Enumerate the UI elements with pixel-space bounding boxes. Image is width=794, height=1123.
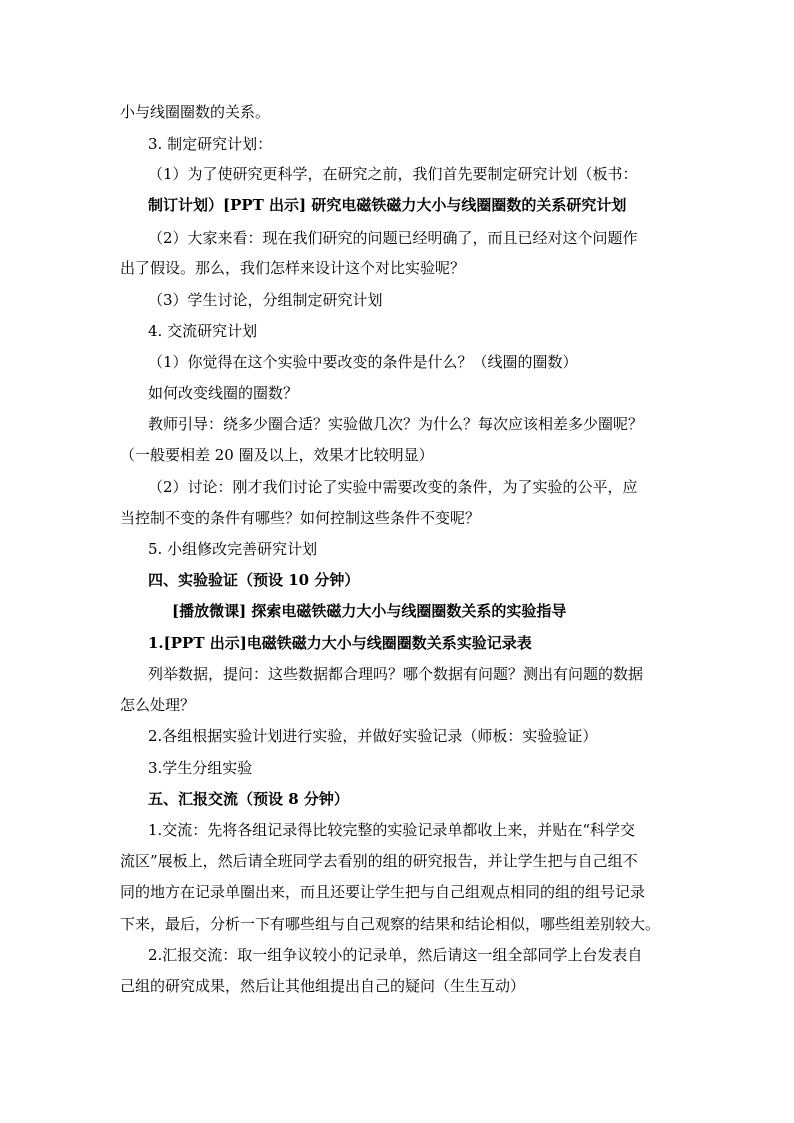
text-line: （2）大家来看：现在我们研究的问题已经明确了，而且已经对这个问题作 xyxy=(148,229,638,247)
text-line: 同的地方在记录单圈出来，而且还要让学生把与自己组观点相同的组的组号记录 xyxy=(120,883,646,901)
text-line: 5. 小组修改完善研究计划 xyxy=(148,540,318,558)
text-line: 4. 交流研究计划 xyxy=(148,322,258,340)
text-line: （1）为了使研究更科学，在研究之前，我们首先要制定研究计划（板书： xyxy=(148,165,638,183)
section-heading: [播放微课] 探索电磁铁磁力大小与线圈圈数关系的实验指导 xyxy=(172,602,567,620)
text-line: （2）讨论：刚才我们讨论了实验中需要改变的条件，为了实验的公平，应 xyxy=(148,478,638,496)
section-heading: 1.[PPT 出示]电磁铁磁力大小与线圈圈数关系实验记录表 xyxy=(148,634,532,652)
text-line: 如何改变线圈的圈数？ xyxy=(148,384,299,402)
text-line: （一般要相差 20 圈及以上，效果才比较明显） xyxy=(120,446,434,464)
text-line: 2.汇报交流：取一组争议较小的记录单，然后请这一组全部同学上台发表自 xyxy=(148,946,643,964)
text-line: 小与线圈圈数的关系。 xyxy=(120,103,271,121)
text-line: 3. 制定研究计划： xyxy=(148,135,273,153)
text-line: 出了假设。那么，我们怎样来设计这个对比实验呢？ xyxy=(120,259,466,277)
text-line: 流区”展板上，然后请全班同学去看别的组的研究报告，并让学生把与自己组不 xyxy=(120,852,638,870)
section-heading: 制订计划）[PPT 出示] 研究电磁铁磁力大小与线圈圈数的关系研究计划 xyxy=(148,196,627,214)
text-line: 2.各组根据实验计划进行实验，并做好实验记录（师板：实验验证） xyxy=(148,727,598,745)
text-line: 己组的研究成果，然后让其他组提出自己的疑问（生生互动） xyxy=(120,977,526,995)
text-line: 下来，最后，分析一下有哪些组与自己观察的结果和结论相似，哪些组差别较大。 xyxy=(120,915,661,933)
text-line: （3）学生讨论，分组制定研究计划 xyxy=(148,291,383,309)
text-line: 3.学生分组实验 xyxy=(148,759,253,777)
section-heading: 四、实验验证（预设 10 分钟） xyxy=(148,571,360,589)
text-line: （1）你觉得在这个实验中要改变的条件是什么？（线圈的圈数） xyxy=(148,353,578,371)
section-heading: 五、汇报交流（预设 8 分钟） xyxy=(148,790,349,808)
text-line: 怎么处理？ xyxy=(120,696,196,714)
text-line: 1.交流：先将各组记录得比较完整的实验记录单都收上来，并贴在“科学交 xyxy=(148,821,635,839)
text-line: 列举数据，提问：这些数据都合理吗？哪个数据有问题？测出有问题的数据 xyxy=(148,665,644,683)
text-line: 当控制不变的条件有哪些？如何控制这些条件不变呢？ xyxy=(120,509,481,527)
text-line: 教师引导：绕多少圈合适？实验做几次？为什么？每次应该相差多少圈呢？ xyxy=(148,415,644,433)
